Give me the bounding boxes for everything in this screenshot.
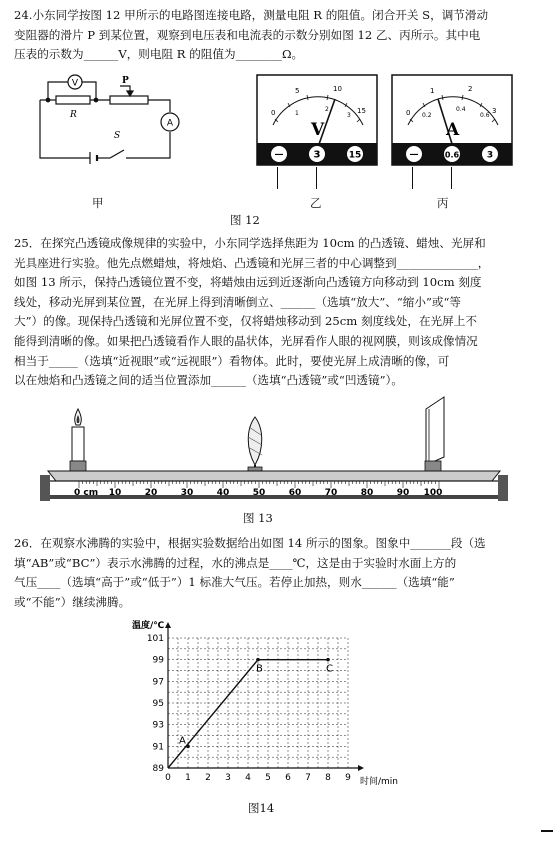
x-tick-label: 2	[205, 773, 211, 783]
bench-label: 0 cm	[74, 488, 99, 498]
question-26	[14, 534, 539, 612]
point-label: B	[256, 663, 263, 675]
data-point	[256, 658, 260, 662]
bench-label: 20	[144, 488, 158, 498]
x-tick-label: 0	[165, 773, 171, 783]
x-tick-label: 1	[185, 773, 191, 783]
x-axis-arrow	[358, 765, 364, 771]
x-tick-label: 6	[285, 773, 291, 783]
q26-line: 或“不能”）继续沸腾。	[14, 594, 131, 609]
resistor-label: R	[70, 110, 77, 120]
y-tick-label: 95	[152, 699, 164, 709]
q25-line: 能得到清晰的像。如果把凸透镜看作人眼的晶状体，光屏看作人眼的视网膜，则该成像情况	[14, 333, 478, 348]
q26-line: 气压____（选填“高于”或“低于”）1 标准大气压。若停止加热，则水______（选填“能”	[14, 575, 455, 590]
page-rule	[541, 830, 553, 832]
v-inner-tick: 3	[347, 112, 351, 119]
a-tick: 3	[492, 107, 497, 115]
a-tick: 0	[406, 109, 411, 117]
figure-14-caption: 图14	[248, 801, 275, 815]
a-tick: 2	[468, 85, 473, 93]
circuit-diagram	[30, 70, 190, 170]
x-tick-label: 9	[345, 773, 351, 783]
voltmeter-symbol: V	[71, 78, 79, 89]
a-inner-tick: 0.4	[456, 106, 466, 113]
a-terminal-3: 3	[486, 150, 494, 161]
voltmeter-leads	[316, 167, 317, 189]
x-tick-label: 8	[325, 773, 331, 783]
v-tick: 5	[295, 87, 300, 95]
bench-label: 40	[216, 488, 230, 498]
v-tick: 10	[333, 85, 342, 93]
bench-label: 10	[108, 488, 122, 498]
q25-line: 光具座进行实验。他先点燃蜡烛，将烛焰、凸透镜和光屏三者的中心调整到______________，	[14, 255, 490, 270]
q25-line: 大”）的像。现保持凸透镜和光屏位置不变，仅将蜡烛移动到 25cm 刻度线处，在光屏上不	[14, 314, 477, 329]
v-terminal-3: 3	[313, 149, 321, 161]
bench-label: 50	[252, 488, 266, 498]
bench-label: 90	[396, 488, 410, 498]
a-terminal-06: 0.6	[444, 150, 460, 160]
figure-12-caption: 图 12	[230, 213, 260, 227]
q25-line: 线处，移动光屏到某位置，在光屏上得到清晰倒立、______（选填“放大”、“缩小”或“等	[14, 294, 462, 309]
ammeter-dial	[390, 73, 515, 168]
a-terminal-neg: —	[409, 150, 419, 160]
v-terminal-neg: —	[274, 150, 284, 160]
q25-line: 以在烛焰和凸透镜之间的适当位置添加______（选填“凸透镜”或“凹透镜”）。	[14, 373, 403, 388]
ammeter-leads	[451, 167, 452, 189]
point-label: A	[179, 735, 186, 747]
q25-line: 25．在探究凸透镜成像规律的实验中，小东同学选择焦距为 10cm 的凸透镜、蜡烛、光屏和	[14, 236, 486, 250]
y-axis-label: 温度/℃	[132, 621, 165, 631]
bench-label: 100	[423, 488, 443, 498]
slider-label: P	[122, 76, 129, 86]
q24-line: 变阻器的滑片 P 到某位置，观察到电压表和电流表的示数分别如图 12 乙、丙所示。其中电	[14, 27, 481, 42]
optical-bench	[40, 395, 510, 507]
v-terminal-15: 15	[348, 150, 362, 161]
x-tick-label: 3	[225, 773, 231, 783]
label-yi: 乙	[310, 196, 322, 210]
v-tick: 15	[357, 107, 366, 115]
q26-line: 26．在观察水沸腾的实验中，根据实验数据给出如图 14 所示的图象。图象中_______段（选	[14, 536, 486, 550]
y-tick-label: 101	[146, 634, 164, 644]
switch-label: S	[114, 131, 121, 141]
q26-line: 填“AB”或“BC”）表示水沸腾的过程，水的沸点是____℃，这是由于实验时水面上方的	[14, 555, 457, 570]
bench-label: 70	[324, 488, 338, 498]
v-tick: 0	[271, 109, 276, 117]
y-tick-label: 97	[152, 677, 164, 688]
point-label: C	[326, 663, 333, 675]
question-24	[14, 6, 539, 65]
a-letter: A	[446, 120, 460, 140]
voltmeter-dial	[255, 73, 380, 168]
y-tick-label: 93	[152, 720, 164, 731]
v-inner-tick: 2	[325, 106, 329, 113]
q25-line: 相当于_____（选填“近视眼”或“远视眼”）看物体。此时，要使光屏上成清晰的像，可	[14, 353, 450, 368]
bench-label: 30	[180, 488, 194, 498]
y-tick-label: 99	[152, 655, 164, 666]
data-point	[186, 745, 190, 749]
ammeter-symbol: A	[166, 118, 174, 129]
temperature-time-chart	[120, 612, 420, 792]
figure-13-caption: 图 13	[243, 511, 273, 525]
x-tick-label: 5	[265, 773, 271, 783]
y-axis-arrow	[165, 622, 171, 628]
voltmeter-leads	[277, 167, 278, 189]
v-letter: V	[311, 120, 325, 140]
bench-label: 80	[360, 488, 374, 498]
question-25	[14, 234, 539, 391]
x-tick-label: 4	[245, 773, 251, 783]
label-bing: 丙	[437, 196, 449, 210]
x-axis-label: 时间/min	[360, 777, 399, 787]
a-inner-tick: 0.2	[422, 112, 432, 119]
data-point	[326, 658, 330, 662]
q24-line: 压表的示数为______V，则电阻 R 的阻值为________Ω。	[14, 47, 304, 62]
q25-line: 如图 13 所示，保持凸透镜位置不变，将蜡烛由远到近逐渐向凸透镜方向移动到 10cm 刻度	[14, 275, 482, 290]
x-tick-label: 7	[305, 773, 311, 783]
ammeter-leads	[412, 167, 413, 189]
y-tick-label: 89	[152, 764, 164, 774]
bench-label: 60	[288, 488, 302, 498]
q24-line: 24.小东同学按图 12 甲所示的电路图连接电路，测量电阻 R 的阻值。闭合开关 S，调节滑动	[14, 8, 489, 22]
y-tick-label: 91	[152, 742, 164, 753]
label-jia: 甲	[92, 196, 104, 210]
v-inner-tick: 1	[295, 110, 299, 117]
a-tick: 1	[430, 87, 435, 95]
a-inner-tick: 0.6	[480, 112, 490, 119]
